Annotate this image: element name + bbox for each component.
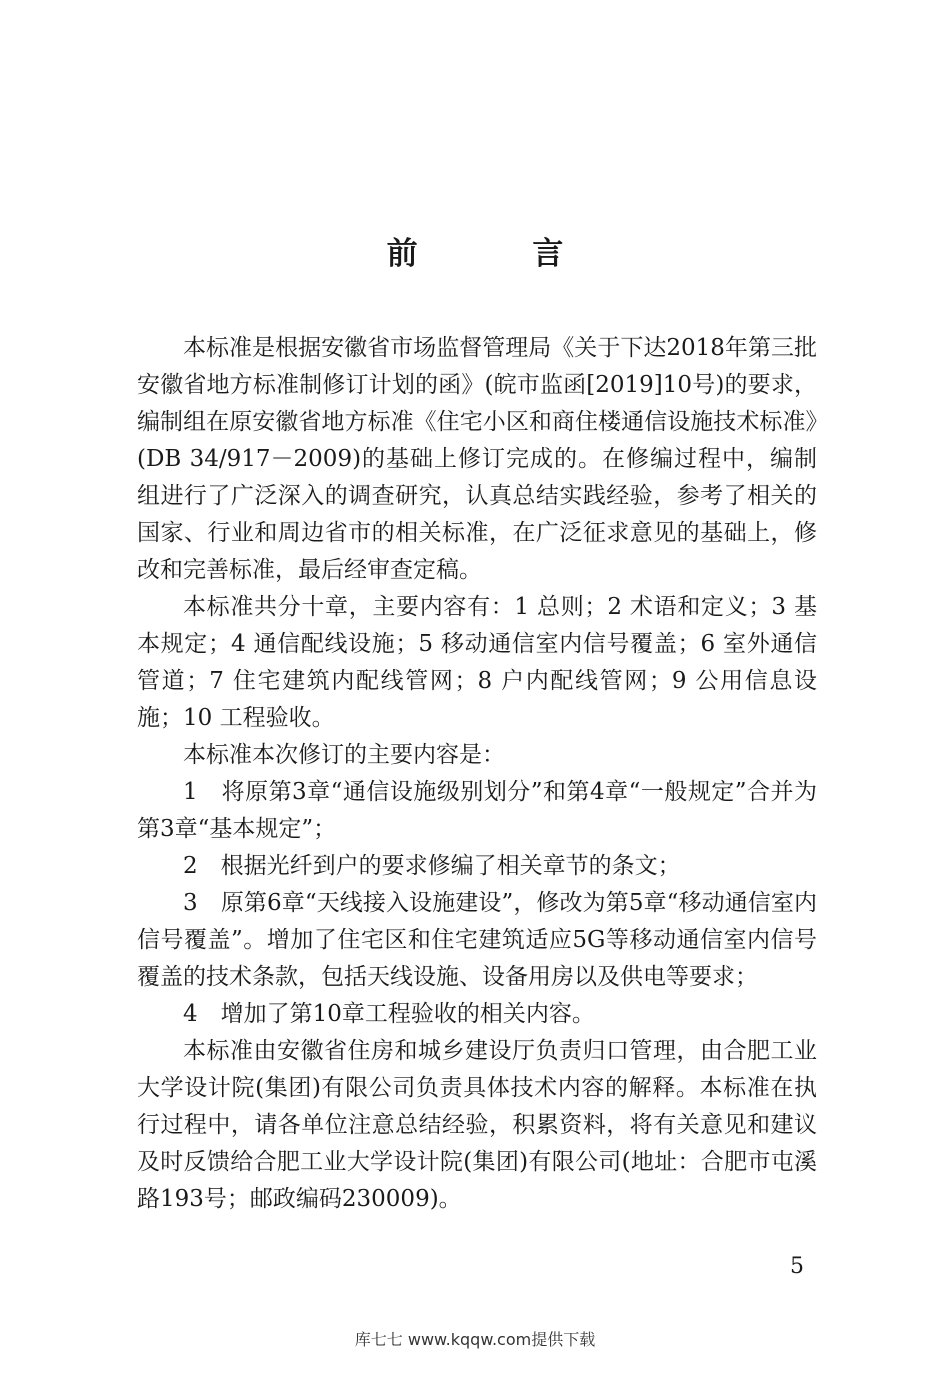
page-number: 5 <box>790 1254 804 1279</box>
list-item: 3 原第6章“天线接入设施建设”，修改为第5章“移动通信室内信号覆盖”。增加了住宅区和住宅建筑适应5G等移动通信室内信号覆盖的技术条款，包括天线设施、设备用房以及供电等要求； <box>137 890 817 990</box>
list-item: 2 根据光纤到户的要求修编了相关章节的条文； <box>183 853 681 879</box>
paragraph-origin: 本标准是根据安徽省市场监督管理局《关于下达2018年第三批安徽省地方标准制修订计划的函》(皖市监函[2019]10号)的要求，编制组在原安徽省地方标准《住宅小区和商住楼通信设施技术标准》(DB 34/917－2009)的基础上修订完成的。在修编过程中，编制组进行了广泛深入的调查研究，认真总结实践经验，参考了相关的国家、行业和周边省市的相关标准，在广泛征求意见的基础上，修改和完善标准，最后经审查定稿。 <box>137 335 817 583</box>
body-text <box>137 330 817 1218</box>
watermark-text: 库七七 www.kqqw.com提供下载 <box>354 1330 596 1349</box>
paragraph-management: 本标准由安徽省住房和城乡建设厅负责归口管理，由合肥工业大学设计院(集团)有限公司负责具体技术内容的解释。本标准在执行过程中，请各单位注意总结经验，积累资料，将有关意见和建议及时反馈给合肥工业大学设计院(集团)有限公司(地址：合肥市屯溪路193号；邮政编码230009)。 <box>137 1038 817 1212</box>
list-item: 1 将原第3章“通信设施级别划分”和第4章“一般规定”合并为第3章“基本规定”； <box>137 779 817 842</box>
list-item: 4 增加了第10章工程验收的相关内容。 <box>183 1001 595 1027</box>
page-title: 前 言 <box>386 236 616 272</box>
paragraph-revision-intro: 本标准本次修订的主要内容是： <box>183 742 505 768</box>
paragraph-chapters: 本标准共分十章，主要内容有：1 总则；2 术语和定义；3 基本规定；4 通信配线设施；5 移动通信室内信号覆盖；6 室外通信管道；7 住宅建筑内配线管网；8 户内配线管网；9 公用信息设施；10 工程验收。 <box>137 594 817 731</box>
